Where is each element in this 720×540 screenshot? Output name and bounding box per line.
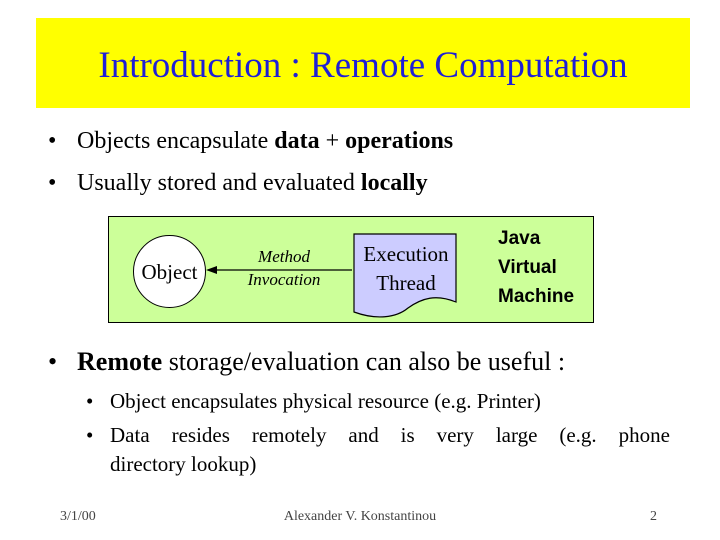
method-invocation-label [232,245,336,291]
bullet-text-plain: storage/evaluation can also be useful : [162,347,566,376]
subbullet-dot: • [86,389,94,413]
bullet-text-bold-data: data [274,128,320,154]
subbullet-text: Object encapsulates physical resource (e.g. Printer) [110,389,541,413]
word: (e.g. [559,423,597,447]
bullet-text-bold-locally: locally [360,170,428,196]
bullet-text-plus: + [319,128,346,154]
method-line-1: Method [258,247,310,266]
thread-line-2: Thread [376,271,436,295]
word: remotely [251,423,327,447]
execution-thread-label [354,240,458,298]
footer-date: 3/1/00 [60,509,96,524]
bullet-text-plain: Usually stored and evaluated [77,170,361,196]
footer-author: Alexander V. Konstantinou [283,509,437,524]
bullet-text [77,126,453,156]
bullet-text [77,168,428,198]
bullet-text-plain: Objects encapsulate [77,128,275,154]
slide-title: Introduction : Remote Computation [98,45,628,86]
subbullet-text-line-2: directory lookup) [110,452,257,476]
word: resides [171,423,230,447]
word: is [400,423,415,447]
bullet-dot: • [48,347,58,376]
word: and [348,423,379,447]
bullet-dot: • [48,128,57,154]
subbullet-dot: • [86,423,94,447]
jvm-line-2: Virtual [498,257,557,278]
footer-page-number: 2 [650,509,657,524]
bullet-text [77,347,565,377]
jvm-line-1: Java [498,228,541,249]
title-banner [36,18,690,108]
jvm-line-3: Machine [498,286,575,307]
object-label: Object [141,260,198,284]
bullet-text-bold-remote: Remote [77,347,163,376]
bullet-text-bold-operations: operations [345,128,454,154]
jvm-label [498,224,574,311]
word: phone [618,423,670,447]
bullet-dot: • [48,170,57,196]
method-line-2: Invocation [247,270,321,289]
word: Data [110,423,150,447]
thread-line-1: Execution [363,242,449,266]
subbullet-text-line-1 [110,421,670,449]
word: large [495,423,538,447]
word: very [436,423,474,447]
